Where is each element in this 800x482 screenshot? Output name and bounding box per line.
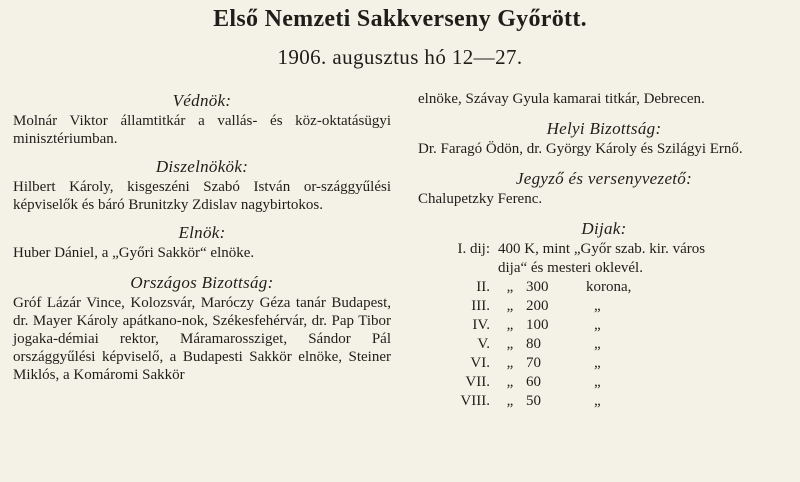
prize-rest: dija“ és mesteri oklevél. bbox=[498, 260, 643, 276]
prize-table bbox=[436, 240, 705, 411]
section-text-elnok: Huber Dániel, a „Győri Sakkör“ elnöke. bbox=[13, 245, 255, 261]
document-title: Első Nemzeti Sakkverseny Győrött. bbox=[213, 6, 587, 32]
section-heading-elnok: Elnök: bbox=[178, 223, 226, 242]
prize-row bbox=[436, 335, 705, 354]
prize-rest: „ bbox=[594, 355, 601, 371]
prize-description bbox=[498, 240, 705, 259]
prize-amount: 50 bbox=[526, 393, 541, 409]
prize-amount: 80 bbox=[526, 336, 541, 352]
ditto-mark: „ bbox=[506, 317, 514, 333]
document-date: 1906. augusztus hó 12—27. bbox=[277, 45, 523, 69]
ditto-mark: „ bbox=[506, 393, 514, 409]
prize-rank: II. bbox=[476, 279, 490, 295]
prize-rest: korona, bbox=[586, 279, 632, 295]
section-heading-diszelnokok: Diszelnökök: bbox=[155, 157, 249, 176]
prize-rest: mint „Győr szab. kir. város bbox=[542, 241, 706, 257]
prize-rank: VIII. bbox=[460, 393, 490, 409]
prize-description bbox=[498, 259, 705, 278]
prize-amount: 100 bbox=[526, 317, 549, 333]
prize-row bbox=[436, 316, 705, 335]
ditto-mark: „ bbox=[506, 355, 514, 371]
section-text-jegyzo: Chalupetzky Ferenc. bbox=[418, 191, 543, 207]
ditto-mark: „ bbox=[506, 336, 514, 352]
section-heading-dijak: Dijak: bbox=[581, 219, 627, 238]
section-heading-orszagos: Országos Bizottság: bbox=[130, 273, 274, 292]
prize-amount: 70 bbox=[526, 355, 541, 371]
continuation-text: elnöke, Szávay Gyula kamarai titkár, Debrecen. bbox=[418, 91, 705, 107]
section-heading-vednok: Védnök: bbox=[172, 91, 232, 110]
ditto-mark: „ bbox=[506, 279, 514, 295]
right-column bbox=[418, 90, 790, 411]
prize-amount: 200 bbox=[526, 298, 549, 314]
prize-row bbox=[436, 392, 705, 411]
prize-rest: „ bbox=[594, 374, 601, 390]
prize-rest: „ bbox=[594, 298, 601, 314]
prize-rank: IV. bbox=[472, 317, 490, 333]
prize-rest: „ bbox=[594, 336, 601, 352]
prize-row bbox=[436, 373, 705, 392]
prize-row bbox=[436, 240, 705, 259]
prize-rest: „ bbox=[594, 317, 601, 333]
section-text-vednok: Molnár Viktor államtitkár a vallás- és köz-oktatásügyi minisztériumban. bbox=[13, 113, 391, 147]
prize-rest: „ bbox=[594, 393, 601, 409]
prize-amount: 400 K, bbox=[498, 241, 539, 257]
prize-row bbox=[436, 278, 705, 297]
left-column bbox=[13, 90, 391, 384]
section-text-diszelnokok: Hilbert Károly, kisgeszéni Szabó István or-szággyűlési képviselők és báró Brunitzky Zdislav nagybirtokos. bbox=[13, 179, 391, 213]
prize-row bbox=[436, 297, 705, 316]
ditto-mark: „ bbox=[506, 374, 514, 390]
section-heading-jegyzo: Jegyző és versenyvezető: bbox=[515, 169, 693, 188]
prize-amount: 300 bbox=[526, 279, 549, 295]
prize-row bbox=[436, 259, 705, 278]
ditto-mark: „ bbox=[506, 298, 514, 314]
section-text-helyi: Dr. Faragó Ödön, dr. György Károly és Szilágyi Ernő. bbox=[418, 141, 743, 157]
prize-rank: V. bbox=[477, 336, 490, 352]
section-text-orszagos: Gróf Lázár Vince, Kolozsvár, Maróczy Géza tanár Budapest, dr. Mayer Károly apátkano-nok, Székesfehérvár, dr. Pap Tibor jogaka-démiai rektor, Máramarossziget, Sándor Pál országgyűlési képviselő, a Budapesti Sakkör elnöke, Steiner Miklós, a Komáromi Sakkör bbox=[13, 295, 391, 383]
prize-rank: III. bbox=[471, 298, 490, 314]
section-heading-helyi: Helyi Bizottság: bbox=[546, 119, 662, 138]
prize-rank: I. dij: bbox=[457, 241, 490, 257]
prize-amount: 60 bbox=[526, 374, 541, 390]
prize-row bbox=[436, 354, 705, 373]
prize-rank: VII. bbox=[465, 374, 490, 390]
prize-rank: VI. bbox=[470, 355, 490, 371]
prize-rank bbox=[436, 259, 498, 278]
